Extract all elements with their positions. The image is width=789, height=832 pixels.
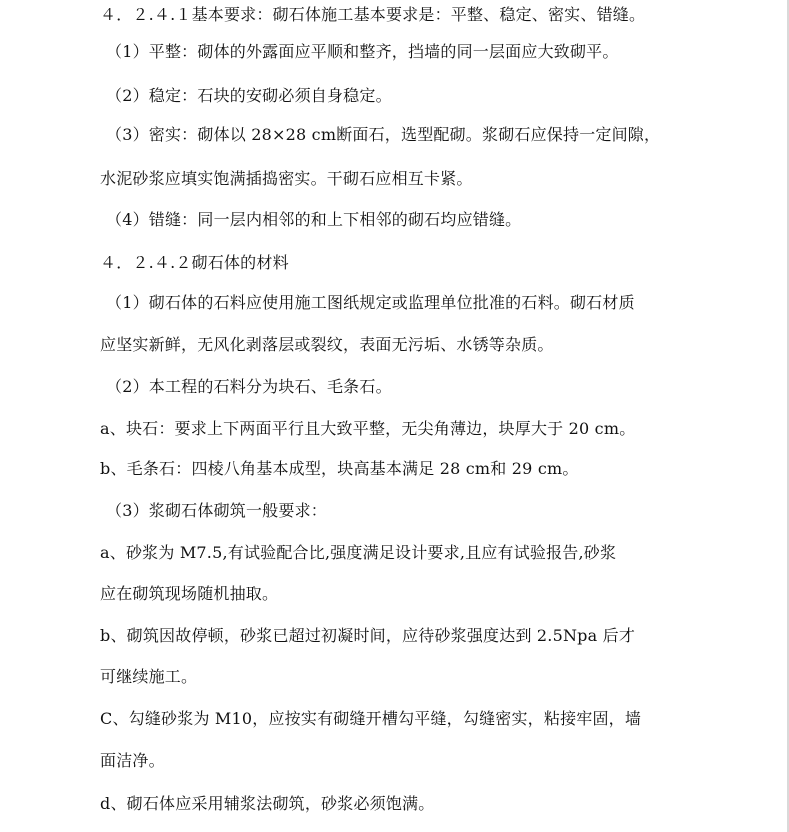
item-pointing-mortar-cont: 面洁净。 <box>100 751 165 770</box>
item-pointing-mortar: C、勾缝砂浆为 M10，应按实有砌缝开槽勾平缝，勾缝密实，粘接牢固，墙 <box>100 709 642 728</box>
heading-4-2-4-2: ４．２.４.２砌石体的材料 <box>100 253 289 272</box>
item-bedding-method: d、砌石体应采用辅浆法砌筑，砂浆必须饱满。 <box>100 794 435 813</box>
item-strip-stone: b、毛条石：四棱八角基本成型，块高基本满足 28 cm和 29 cm。 <box>100 459 579 478</box>
paragraph-masonry-requirements: （3）浆砌石体砌筑一般要求： <box>106 501 327 520</box>
item-pause-cont: 可继续施工。 <box>100 667 198 686</box>
paragraph-stone-types: （2）本工程的石料分为块石、毛条石。 <box>106 377 392 396</box>
paragraph-compactness-cont: 水泥砂浆应填实饱满插捣密实。干砌石应相互卡紧。 <box>100 169 473 188</box>
item-mortar-m7-5-cont: 应在砌筑现场随机抽取。 <box>100 584 279 603</box>
paragraph-stone-material-cont: 应坚实新鲜，无风化剥落层或裂纹，表面无污垢、水锈等杂质。 <box>100 335 554 354</box>
paragraph-compactness: （3）密实：砌体以 28×28 cm断面石，选型配砌。浆砌石应保持一定间隙， <box>106 125 661 144</box>
paragraph-staggered: （4）错缝：同一层内相邻的和上下相邻的砌石均应错缝。 <box>106 210 522 229</box>
paragraph-stability: （2）稳定：石块的安砌必须自身稳定。 <box>106 86 392 105</box>
item-mortar-m7-5: a、砂浆为 M7.5,有试验配合比,强度满足设计要求,且应有试验报告,砂浆 <box>100 543 617 562</box>
item-pause: b、砌筑因故停顿，砂浆已超过初凝时间，应待砂浆强度达到 2.5Npa 后才 <box>100 626 636 645</box>
paragraph-flatness: （1）平整：砌体的外露面应平顺和整齐，挡墙的同一层面应大致砌平。 <box>106 42 619 61</box>
heading-4-2-4-1: ４．２.４.１基本要求：砌石体施工基本要求是：平整、稳定、密实、错缝。 <box>100 5 646 24</box>
paragraph-stone-material: （1）砌石体的石料应使用施工图纸规定或监理单位批准的石料。砌石材质 <box>106 293 635 312</box>
item-block-stone: a、块石：要求上下两面平行且大致平整，无尖角薄边，块厚大于 20 cm。 <box>100 419 636 438</box>
